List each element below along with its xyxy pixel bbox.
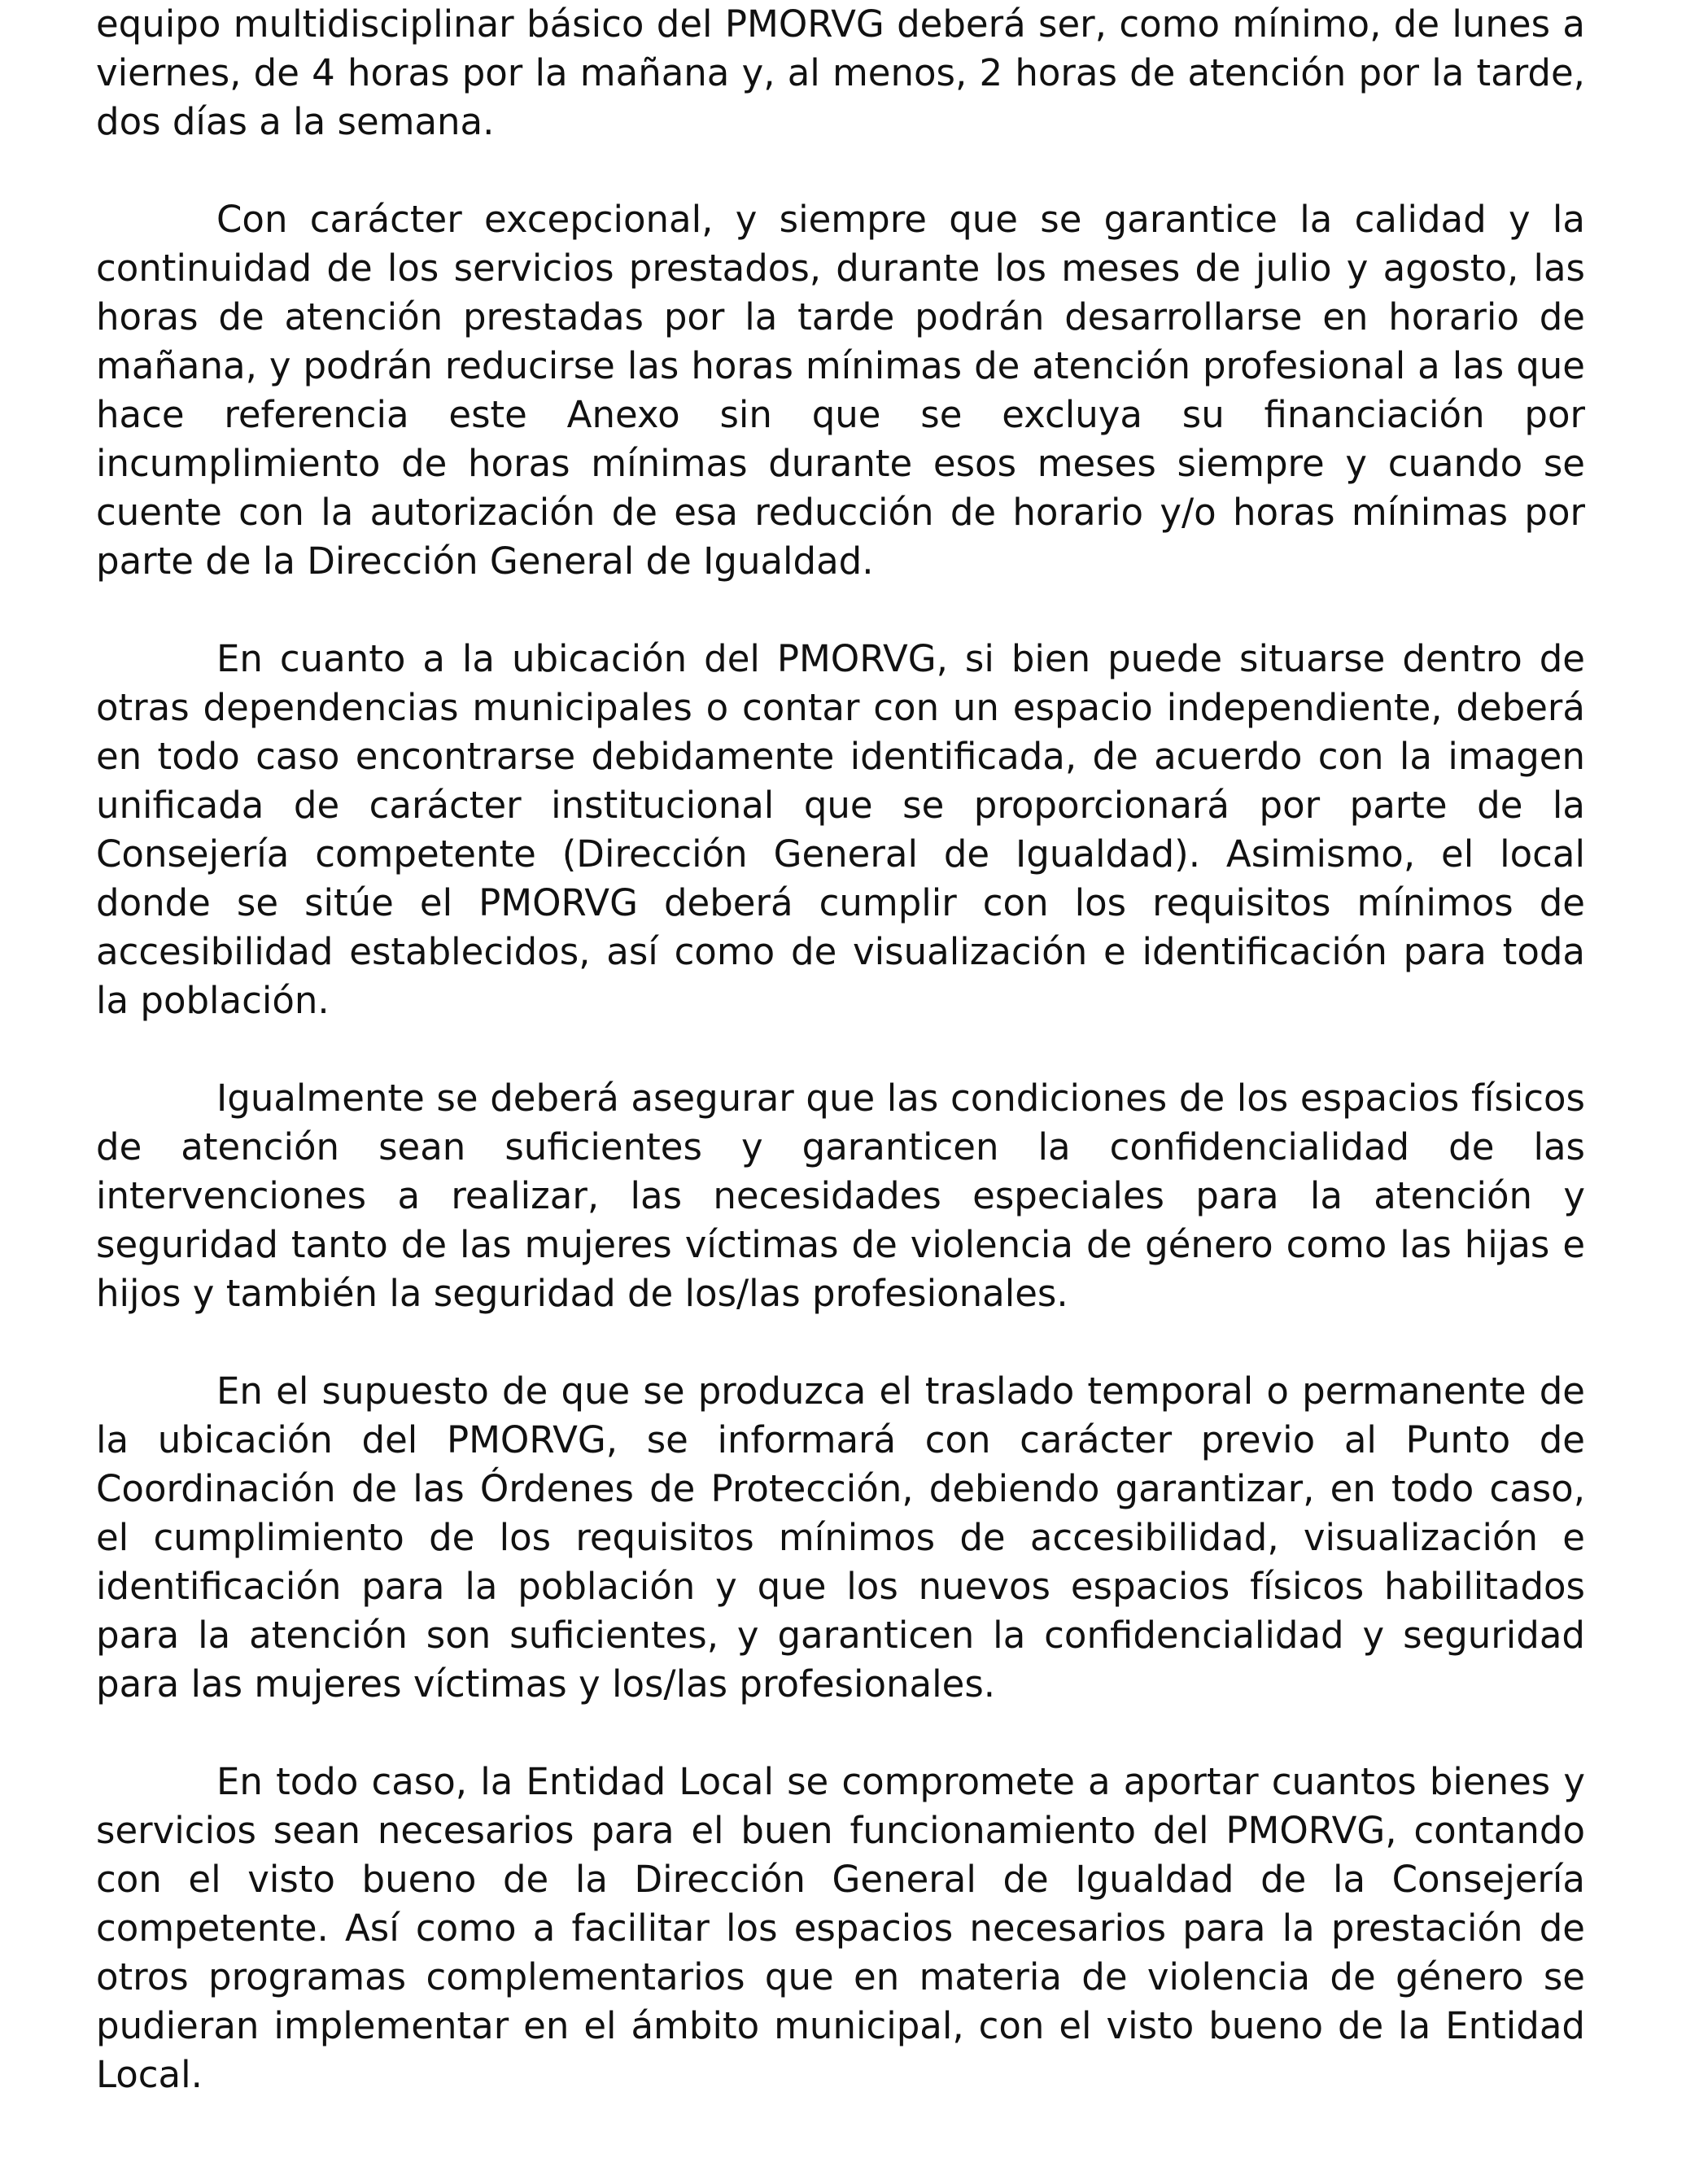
paragraph-commitment: En todo caso, la Entidad Local se compromete a aportar cuantos bienes y servicios sean necesarios para el buen funcionamiento del PMORVG, contando con el visto bueno de la Dirección General de Igualdad de la Consejería competente. Así como a facilitar los espacios necesarios para la prestación de otros programas complementarios que en materia de violencia de género se pudieran implementar en el ámbito municipal, con el visto bueno de la Entidad Local. xyxy=(96,1760,1585,2096)
paragraph-physical-spaces: Igualmente se deberá asegurar que las condiciones de los espacios físicos de atención sean suficientes y garanticen la confidencialidad de las intervenciones a realizar, las necesidades especiales para la atención y seguridad tanto de las mujeres víctimas de violencia de género como las hijas e hijos y también la seguridad de los/las profesionales. xyxy=(96,1077,1585,1315)
paragraph-exceptional-hours: Con carácter excepcional, y siempre que se garantice la calidad y la continuidad de los servicios prestados, durante los meses de julio y agosto, las horas de atención prestadas por la tarde podrán desarrollarse en horario de mañana, y podrán reducirse las horas mínimas de atención profesional a las que hace referencia este Anexo sin que se excluya su financiación por incumplimiento de horas mínimas durante esos meses siempre y cuando se cuente con la autorización de esa reducción de horario y/o horas mínimas por parte de la Dirección General de Igualdad. xyxy=(96,198,1585,583)
paragraph-continuation: equipo multidisciplinar básico del PMORVG deberá ser, como mínimo, de lunes a viernes, de 4 horas por la mañana y, al menos, 2 horas de atención por la tarde, dos días a la semana. xyxy=(96,2,1585,143)
paragraph-relocation: En el supuesto de que se produzca el traslado temporal o permanente de la ubicación del PMORVG, se informará con carácter previo al Punto de Coordinación de las Órdenes de Protección, debiendo garantizar, en todo caso, el cumplimiento de los requisitos mínimos de accesibilidad, visualización e identificación para la población y que los nuevos espacios físicos habilitados para la atención son suficientes, y garanticen la confidencialidad y seguridad para las mujeres víctimas y los/las profesionales. xyxy=(96,1369,1585,1706)
paragraph-location: En cuanto a la ubicación del PMORVG, si bien puede situarse dentro de otras dependencias municipales o contar con un espacio independiente, deberá en todo caso encontrarse debidamente identificada, de acuerdo con la imagen unificada de carácter institucional que se proporcionará por parte de la Consejería competente (Dirección General de Igualdad). Asimismo, el local donde se sitúe el PMORVG deberá cumplir con los requisitos mínimos de accesibilidad establecidos, así como de visualización e identificación para toda la población. xyxy=(96,637,1585,1022)
document-page xyxy=(96,0,1585,2148)
